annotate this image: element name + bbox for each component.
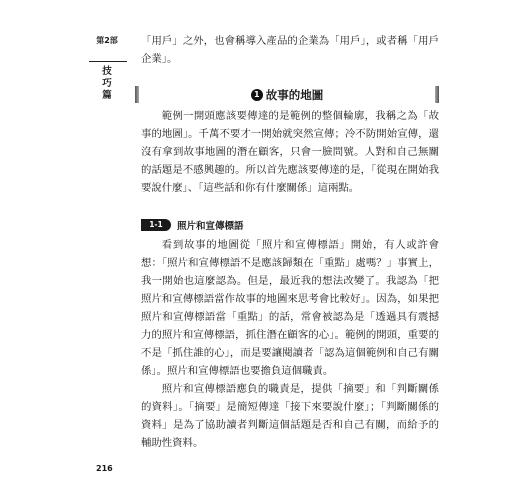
intro-paragraph: 「用戶」之外，也會稱導入產品的企業為「用戶」，或者稱「用戶企業」。 [141,35,439,65]
section-heading [135,86,439,103]
page-number: 216 [96,464,113,473]
subsection-heading [141,218,244,231]
section-number-badge: 1 [251,89,263,101]
heading-bar-left [135,86,139,103]
section-paragraph: 範例一開頭應該要傳達的是範例的整個輪廓，我稱之為「故事的地圖」。千萬不要才一開始就突然宣傳；冷不防開始宣傳，還沒有拿到故事地圖的潛在顧客，只會一臉問號。人對和自己無關的話題是不感興趣的。所以首先應該要傳達的是，「從現在開始我要說什麼」、「這些話和你有什麼關係」這兩點。 [141,110,439,194]
subsection-paragraph-1: 看到故事的地圖從「照片和宣傳標語」開始，有人或許會想：「照片和宣傳標語不是應該歸類在「重點」處嗎？」事實上，我一開始也這麼認為。但是，最近我的想法改變了。我認為「把照片和宣傳標語當作故事的地圖來思考會比較好」。因為，如果把照片和宣傳標語當「重點」的話，常會被認為是「透過具有震撼力的照片和宣傳標語，抓住潛在顧客的心」。範例的開頭，重要的不是「抓住誰的心」，而是要讓閱讀者「認為這個範例和自己有關係」。照片和宣傳標語也要擔負這個職責。 [141,239,439,377]
side-chapter-label: 技巧篇 [102,66,112,101]
subsection-badge: 1-1 [141,219,171,231]
side-divider [89,61,127,62]
subsection-title: 照片和宣傳標語 [177,220,244,232]
side-part-label: 第2部 [96,36,118,45]
subsection-paragraph-2: 照片和宣傳標語應負的職責是，提供「摘要」和「判斷關係的資料」。「摘要」是簡短傳達「接下來要說什麼」；「判斷關係的資料」是為了協助讀者判斷這個話題是否和自己有關，而給予的輔助性資料。 [141,383,439,449]
heading-bar-right [435,86,439,103]
section-title: 故事的地圖 [265,87,324,102]
heading-title-group [251,87,324,103]
